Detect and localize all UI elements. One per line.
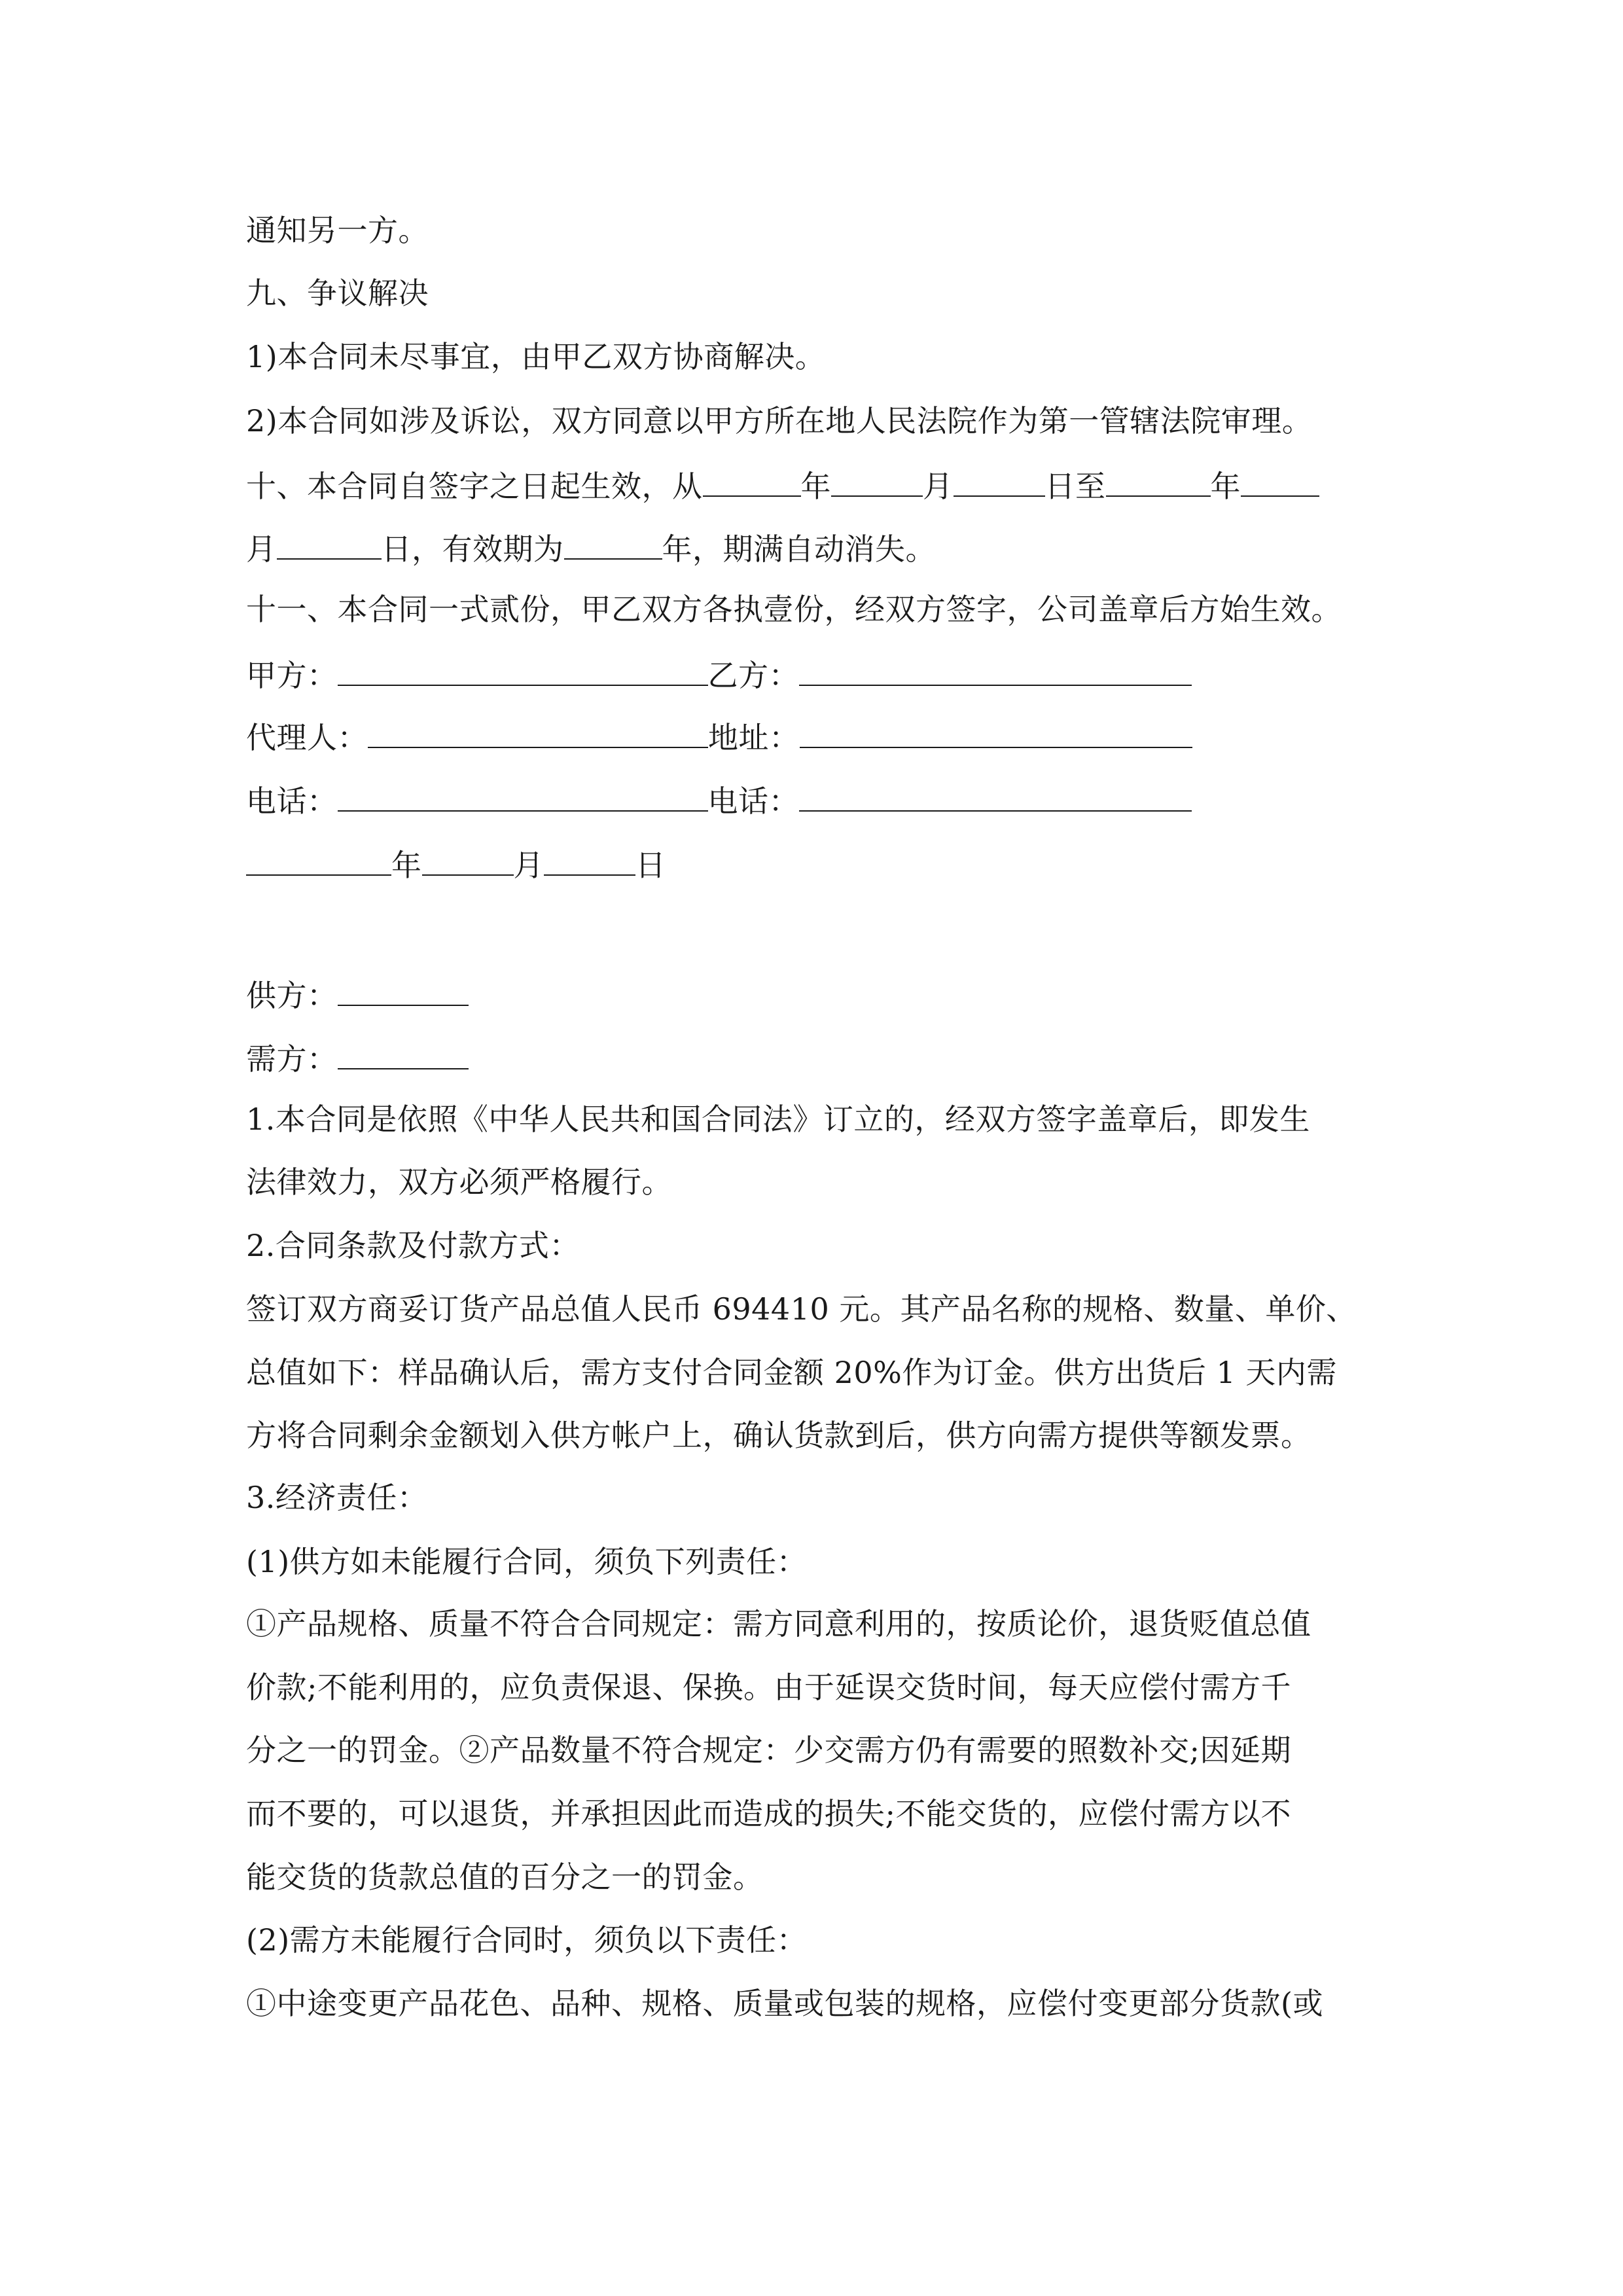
signature-row-parties	[246, 653, 1192, 692]
clause-dispute-1: 1)本合同未尽事宜，由甲乙双方协商解决。	[246, 339, 826, 374]
sign-year-field[interactable]	[246, 843, 391, 876]
agent-label: 代理人：	[246, 720, 368, 755]
clause-effective-date-cont	[246, 527, 936, 566]
clause-2-line-2: 总值如下：样品确认后，需方支付合同金额 20%作为订金。供方出货后 1 天内需	[246, 1355, 1337, 1390]
year-label: 年	[391, 848, 422, 883]
address-field[interactable]	[800, 715, 1192, 748]
supplier-row	[246, 973, 469, 1013]
phone-a-field[interactable]	[338, 779, 708, 812]
clause-notify-other-party: 通知另一方。	[246, 213, 429, 248]
phone-a-label: 电话：	[246, 783, 338, 819]
signature-row-agent	[246, 715, 1192, 755]
party-b-field[interactable]	[799, 653, 1192, 686]
clause-2-line-3: 方将合同剩余金额划入供方帐户上，确认货款到后，供方向需方提供等额发票。	[246, 1418, 1311, 1453]
start-month-blank[interactable]	[831, 464, 923, 497]
clause-3-heading: 3.经济责任：	[246, 1480, 428, 1515]
phone-b-field[interactable]	[799, 779, 1192, 812]
buyer-row	[246, 1037, 469, 1076]
month-label: 月	[923, 469, 954, 504]
clause-3-sub-2: (2)需方未能履行合同时，须负以下责任：	[246, 1922, 808, 1958]
clause-3-sub-1-line-3: 分之一的罚金。②产品数量不符合规定：少交需方仍有需要的照数补交;因延期	[246, 1732, 1291, 1768]
month-label: 月	[513, 848, 544, 883]
month-label: 月	[246, 531, 277, 567]
supplier-label: 供方：	[246, 978, 338, 1013]
clause-3-sub-2-line-1: ①中途变更产品花色、品种、规格、质量或包装的规格，应偿付变更部分货款(或	[246, 1986, 1323, 2021]
address-label: 地址：	[708, 720, 800, 755]
expiry-text: 年，期满自动消失。	[662, 531, 936, 567]
year-label: 年	[1210, 469, 1241, 504]
party-a-label: 甲方：	[246, 658, 338, 693]
sign-month-field[interactable]	[422, 843, 514, 876]
sign-day-field[interactable]	[544, 843, 635, 876]
clause-3-sub-1: (1)供方如未能履行合同，须负下列责任：	[246, 1544, 808, 1579]
clause-copies: 十一、本合同一式贰份，甲乙双方各执壹份，经双方签字，公司盖章后方始生效。	[246, 592, 1342, 627]
validity-years-blank[interactable]	[564, 527, 662, 560]
clause-3-sub-1-line-4: 而不要的，可以退货，并承担因此而造成的损失;不能交货的，应偿付需方以不	[246, 1796, 1291, 1831]
party-a-field[interactable]	[338, 653, 708, 686]
end-year-blank[interactable]	[1106, 464, 1211, 497]
clause-1-line-1: 1.本合同是依照《中华人民共和国合同法》订立的，经双方签字盖章后，即发生	[246, 1102, 1310, 1137]
party-b-label: 乙方：	[707, 658, 799, 693]
end-day-blank[interactable]	[277, 527, 382, 560]
clause-2-heading: 2.合同条款及付款方式：	[246, 1228, 580, 1263]
signature-date	[246, 843, 666, 882]
signature-row-phone	[246, 779, 1192, 818]
clause-2-line-1: 签订双方商妥订货产品总值人民币 694410 元。其产品名称的规格、数量、单价、	[246, 1291, 1357, 1327]
clause-3-sub-1-line-1: ①产品规格、质量不符合合同规定：需方同意利用的，按质论价，退货贬值总值	[246, 1606, 1311, 1641]
supplier-field[interactable]	[338, 973, 469, 1006]
agent-field[interactable]	[368, 715, 708, 748]
buyer-label: 需方：	[246, 1041, 338, 1077]
section-dispute-resolution-heading: 九、争议解决	[246, 276, 429, 311]
clause-3-sub-1-line-2: 价款;不能利用的，应负责保退、保换。由于延误交货时间，每天应偿付需方千	[246, 1670, 1291, 1705]
clause-effective-text: 十、本合同自签字之日起生效，从	[246, 469, 703, 504]
year-label: 年	[800, 469, 831, 504]
day-label: 日	[635, 848, 666, 883]
clause-dispute-2: 2)本合同如涉及诉讼，双方同意以甲方所在地人民法院作为第一管辖法院审理。	[246, 403, 1313, 439]
clause-1-line-2: 法律效力，双方必须严格履行。	[246, 1164, 672, 1200]
buyer-field[interactable]	[338, 1037, 469, 1069]
end-month-blank-start[interactable]	[1241, 464, 1319, 497]
start-year-blank[interactable]	[703, 464, 801, 497]
clause-effective-date	[246, 464, 1319, 503]
day-to-label: 日至	[1044, 469, 1106, 504]
phone-b-label: 电话：	[707, 783, 799, 819]
clause-3-sub-1-line-5: 能交货的货款总值的百分之一的罚金。	[246, 1859, 764, 1895]
start-day-blank[interactable]	[954, 464, 1045, 497]
validity-label: 日，有效期为	[381, 531, 564, 567]
